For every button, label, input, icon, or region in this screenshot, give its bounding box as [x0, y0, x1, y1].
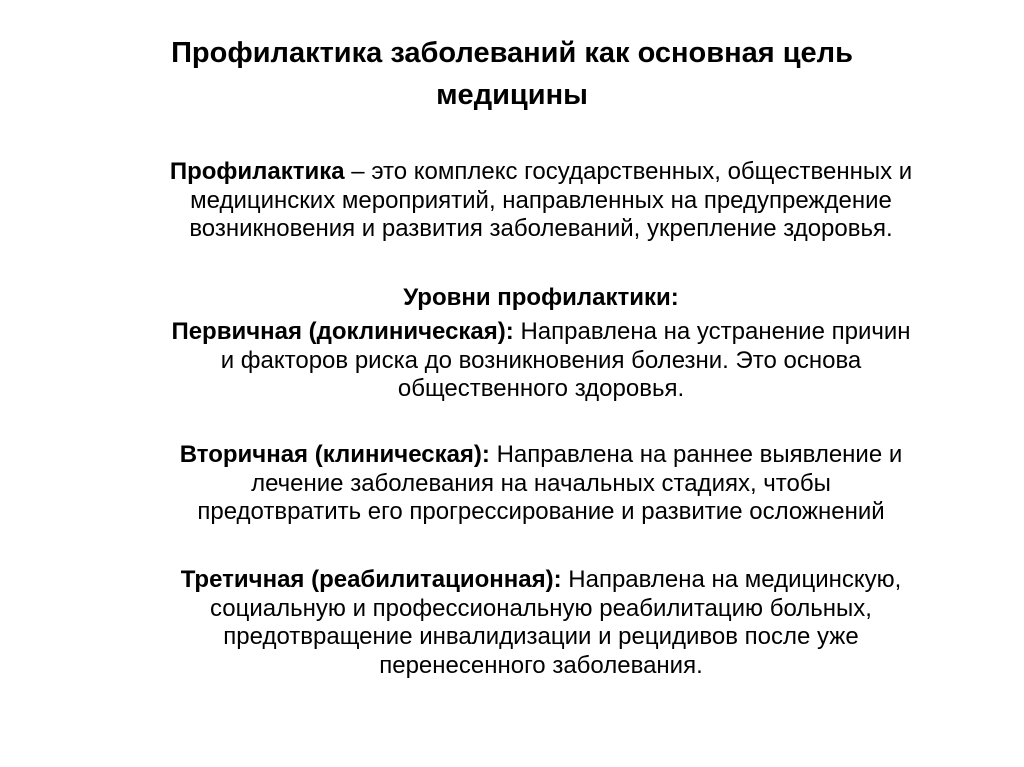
- level-line: лечение заболевания на начальных стадиях, чтобы: [251, 469, 831, 497]
- definition-line: медицинских мероприятий, направленных на предупреждение: [190, 186, 892, 214]
- level-text: Направлена на медицинскую,: [561, 566, 902, 593]
- definition-line: возникновения и развития заболеваний, укрепление здоровья.: [189, 215, 893, 242]
- definition-paragraph: [76, 158, 1006, 244]
- level-line: перенесенного заболевания.: [379, 651, 703, 679]
- level-line: [76, 441, 1006, 470]
- level-line: [76, 318, 1006, 347]
- level-primary-paragraph: [76, 318, 1006, 404]
- level-tertiary-term: Третичная (реабилитационная):: [180, 566, 562, 593]
- level-line: предотвратить его прогрессирование и развитие осложнений: [197, 498, 885, 525]
- level-tertiary-paragraph: [76, 566, 1006, 680]
- slide-title: [60, 32, 964, 116]
- definition-term: Профилактика: [169, 158, 345, 185]
- level-line: общественного здоровья.: [397, 375, 685, 402]
- level-secondary-term: Вторичная (клиническая):: [179, 441, 490, 468]
- definition-line: [76, 158, 1006, 187]
- level-primary-term: Первичная (доклиническая):: [171, 318, 514, 345]
- level-line: социальную и профессиональную реабилитацию больных,: [210, 594, 872, 622]
- level-text: Направлена на раннее выявление и: [489, 441, 903, 468]
- level-text: Направлена на устранение причин: [513, 318, 911, 345]
- level-line: [76, 566, 1006, 595]
- slide-title-line: Профилактика заболеваний как основная цель: [171, 37, 853, 69]
- level-line: предотвращение инвалидизации и рецидивов после уже: [223, 623, 859, 650]
- level-secondary-paragraph: [76, 441, 1006, 527]
- definition-text: – это комплекс государственных, общественных и: [344, 158, 913, 185]
- levels-heading: Уровни профилактики:: [403, 284, 679, 311]
- slide-title-line: медицины: [436, 79, 588, 111]
- level-line: и факторов риска до возникновения болезни. Это основа: [220, 346, 862, 374]
